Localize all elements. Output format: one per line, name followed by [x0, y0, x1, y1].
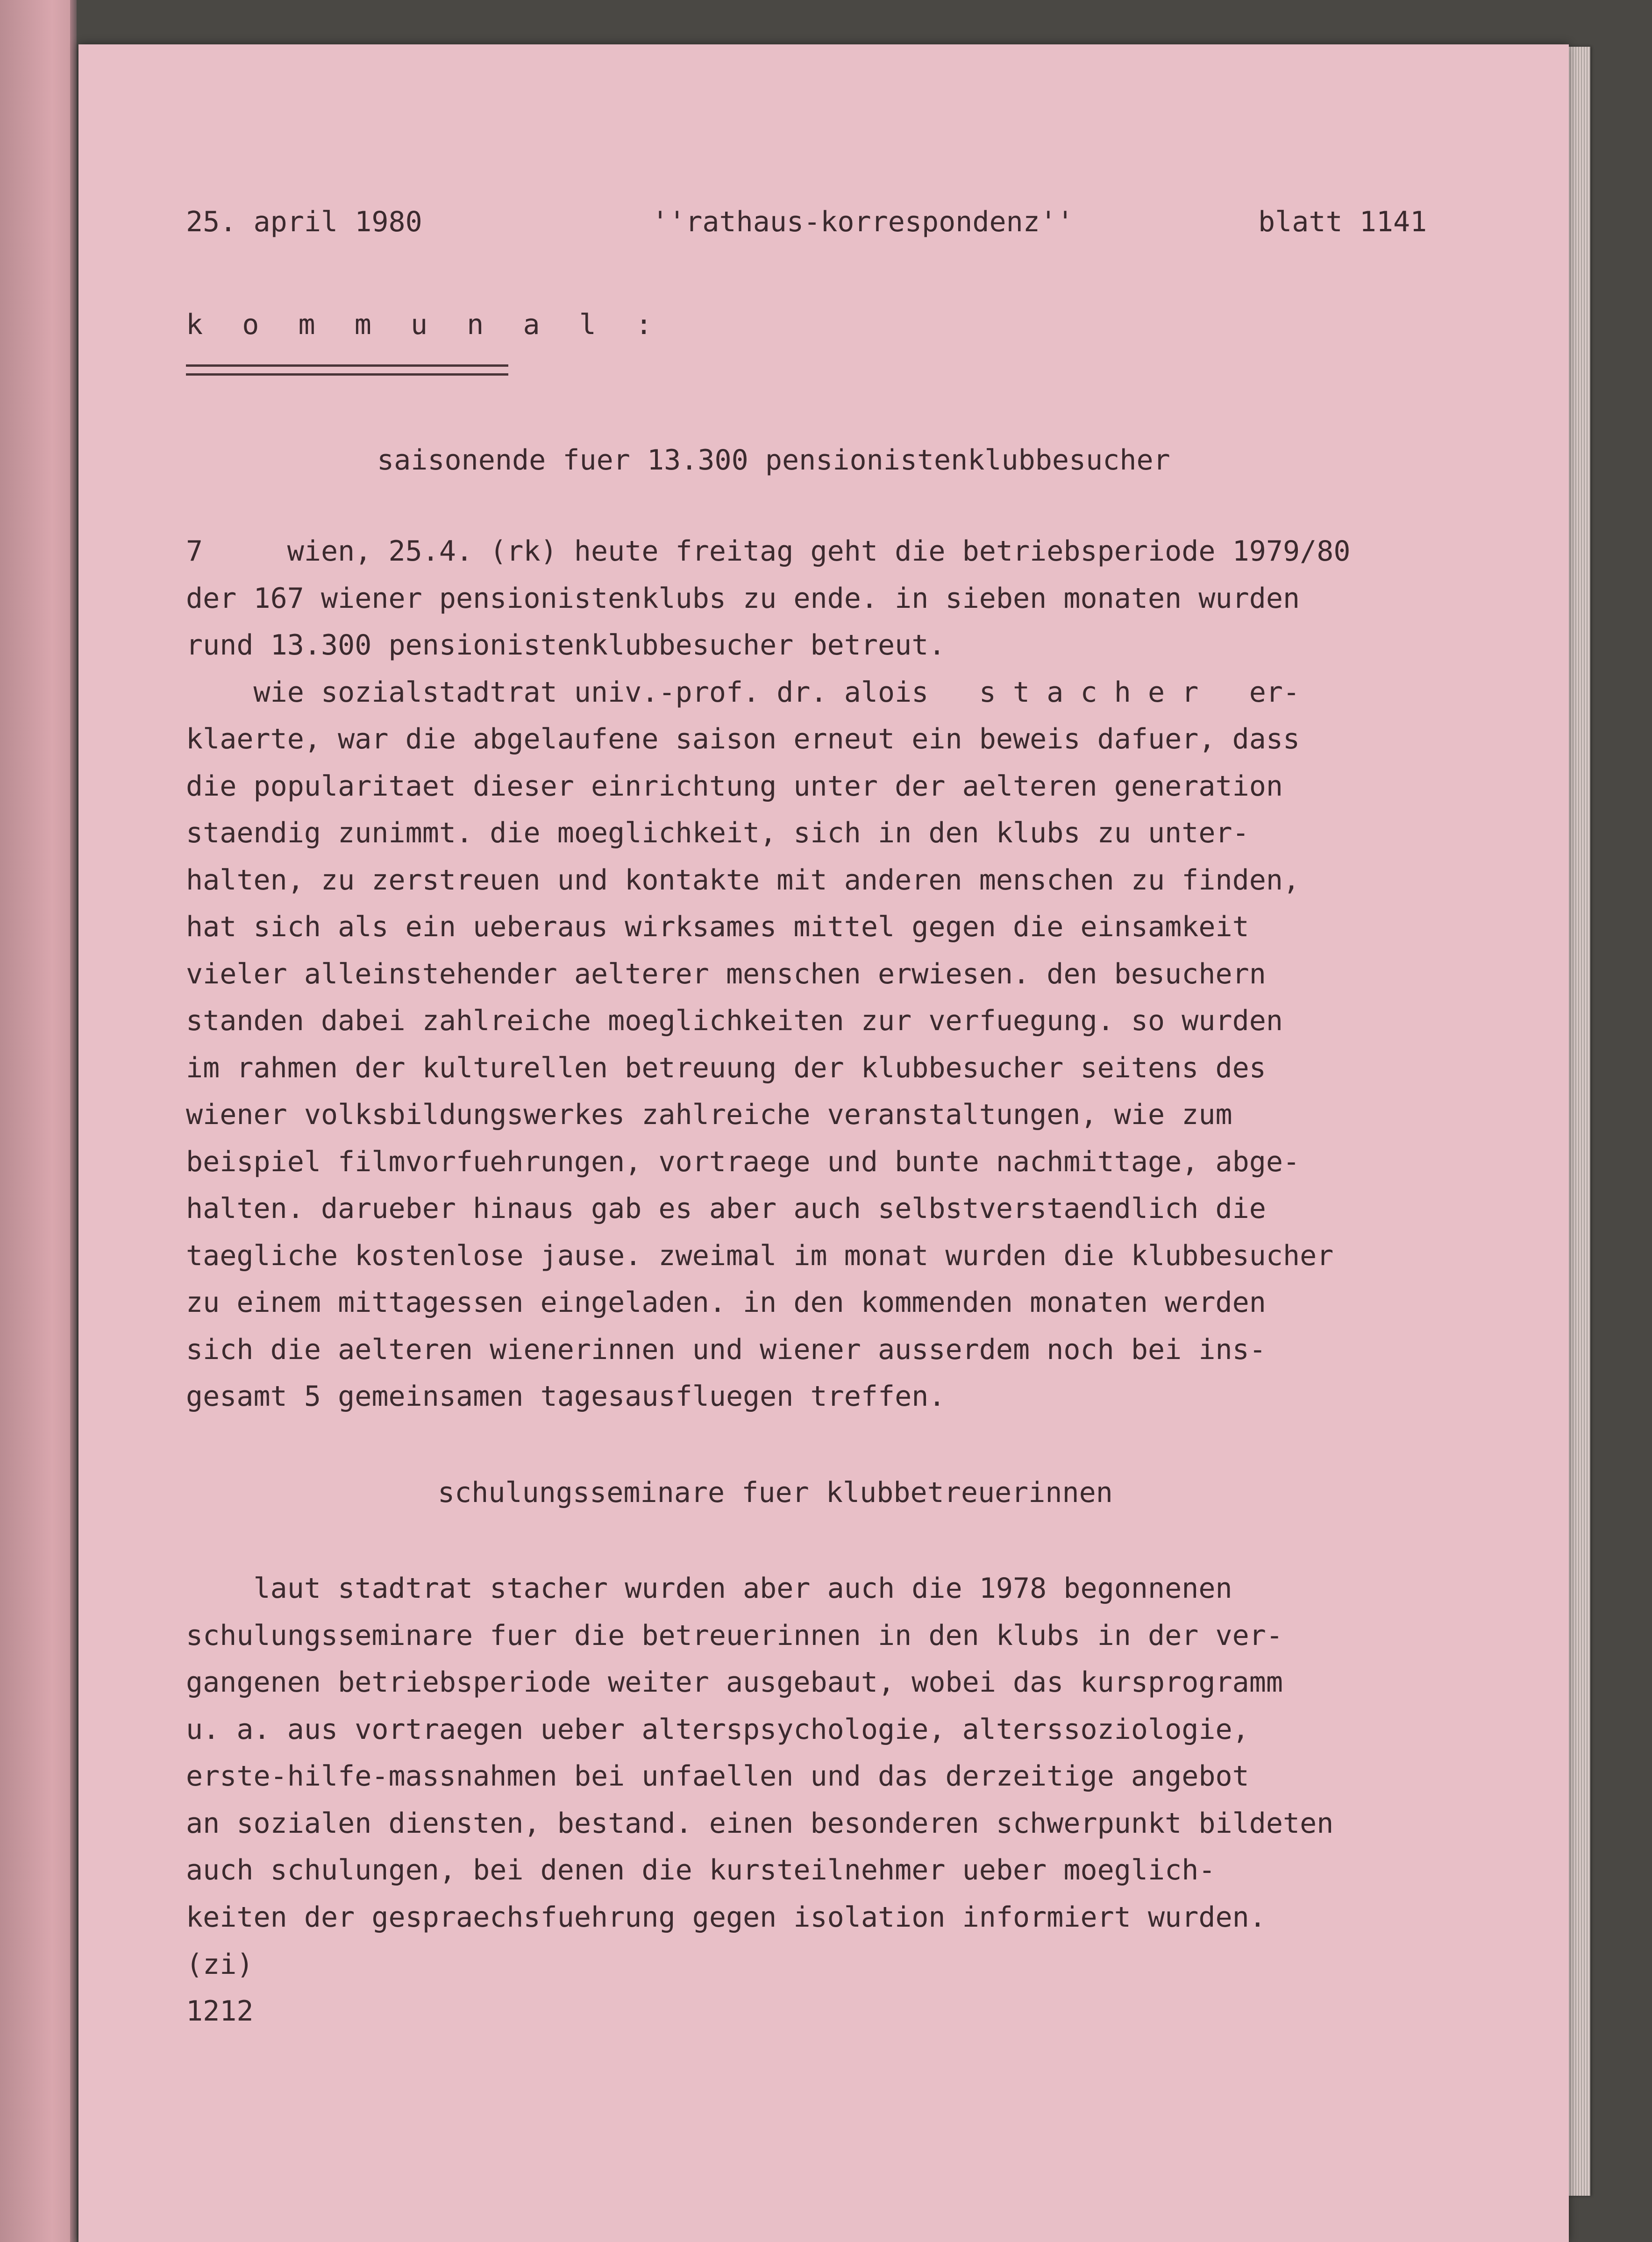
- text-line: taegliche kostenlose jause. zweimal im monat wurden die klubbesucher: [186, 1239, 1334, 1272]
- text-line: u. a. aus vortraegen ueber alterspsychologie, alterssoziologie,: [186, 1713, 1249, 1746]
- signoff: (zi): [186, 1948, 254, 1981]
- text-line: halten. darueber hinaus gab es aber auch selbstverstaendlich die: [186, 1192, 1266, 1225]
- text-line: klaerte, war die abgelaufene saison erneut ein beweis dafuer, dass: [186, 723, 1300, 755]
- text-line: gesamt 5 gemeinsamen tagesausfluegen treffen.: [186, 1380, 946, 1413]
- text-line: 7 wien, 25.4. (rk) heute freitag geht die betriebsperiode 1979/80: [186, 535, 1351, 568]
- text-line: keiten der gespraechsfuehrung gegen isolation informiert wurden.: [186, 1900, 1266, 1934]
- header-sheet-number: blatt 1141: [1258, 206, 1427, 238]
- text-line: vieler alleinstehender aelterer menschen erwiesen. den besuchern: [186, 957, 1266, 990]
- text-line: beispiel filmvorfuehrungen, vortraege und bunte nachmittage, abge-: [186, 1145, 1300, 1178]
- text-line: staendig zunimmt. die moeglichkeit, sich in den klubs zu unter-: [186, 817, 1249, 849]
- article-title: saisonende fuer 13.300 pensionistenklubbesucher: [377, 444, 1170, 477]
- text-line: auch schulungen, bei denen die kursteilnehmer ueber moeglich-: [186, 1854, 1216, 1886]
- text-line: an sozialen diensten, bestand. einen besonderen schwerpunkt bildeten: [186, 1807, 1334, 1840]
- text-line: im rahmen der kulturellen betreuung der klubbesucher seitens des: [186, 1051, 1266, 1084]
- header-publication: ''rathaus-korrespondenz'': [652, 206, 1074, 238]
- text-line: die popularitaet dieser einrichtung unter der aelteren generation: [186, 769, 1283, 803]
- time-code: 1212: [186, 1995, 254, 2028]
- binding-shadow: [70, 0, 77, 2242]
- text-line: schulungsseminare fuer die betreuerinnen in den klubs in der ver-: [186, 1619, 1283, 1652]
- text-line: zu einem mittagessen eingeladen. in den kommenden monaten werden: [186, 1286, 1266, 1319]
- text-line: erste-hilfe-massnahmen bei unfaellen und das derzeitige angebot: [186, 1760, 1249, 1793]
- section-underline: [186, 364, 508, 376]
- text-line: rund 13.300 pensionistenklubbesucher betreut.: [186, 629, 946, 662]
- text-line: sich die aelteren wienerinnen und wiener ausserdem noch bei ins-: [186, 1333, 1266, 1366]
- text-line: laut stadtrat stacher wurden aber auch die 1978 begonnenen: [186, 1572, 1232, 1605]
- text-line: gangenen betriebsperiode weiter ausgebaut, wobei das kursprogramm: [186, 1666, 1283, 1699]
- text-line: wie sozialstadtrat univ.-prof. dr. alois s t a c h e r er-: [186, 676, 1300, 709]
- article-subtitle: schulungsseminare fuer klubbetreuerinnen: [438, 1476, 1113, 1509]
- text-line: hat sich als ein ueberaus wirksames mittel gegen die einsamkeit: [186, 911, 1249, 943]
- text-line: halten, zu zerstreuen und kontakte mit anderen menschen zu finden,: [186, 863, 1300, 897]
- text-line: der 167 wiener pensionistenklubs zu ende. in sieben monaten wurden: [186, 582, 1300, 615]
- page-stack-edge: [1568, 47, 1590, 2196]
- text-line: wiener volksbildungswerkes zahlreiche veranstaltungen, wie zum: [186, 1098, 1232, 1131]
- header-date: 25. april 1980: [186, 206, 422, 238]
- previous-page-edge: [0, 0, 75, 2242]
- text-line: standen dabei zahlreiche moeglichkeiten zur verfuegung. so wurden: [186, 1004, 1283, 1037]
- section-heading: k o m m u n a l :: [186, 308, 664, 341]
